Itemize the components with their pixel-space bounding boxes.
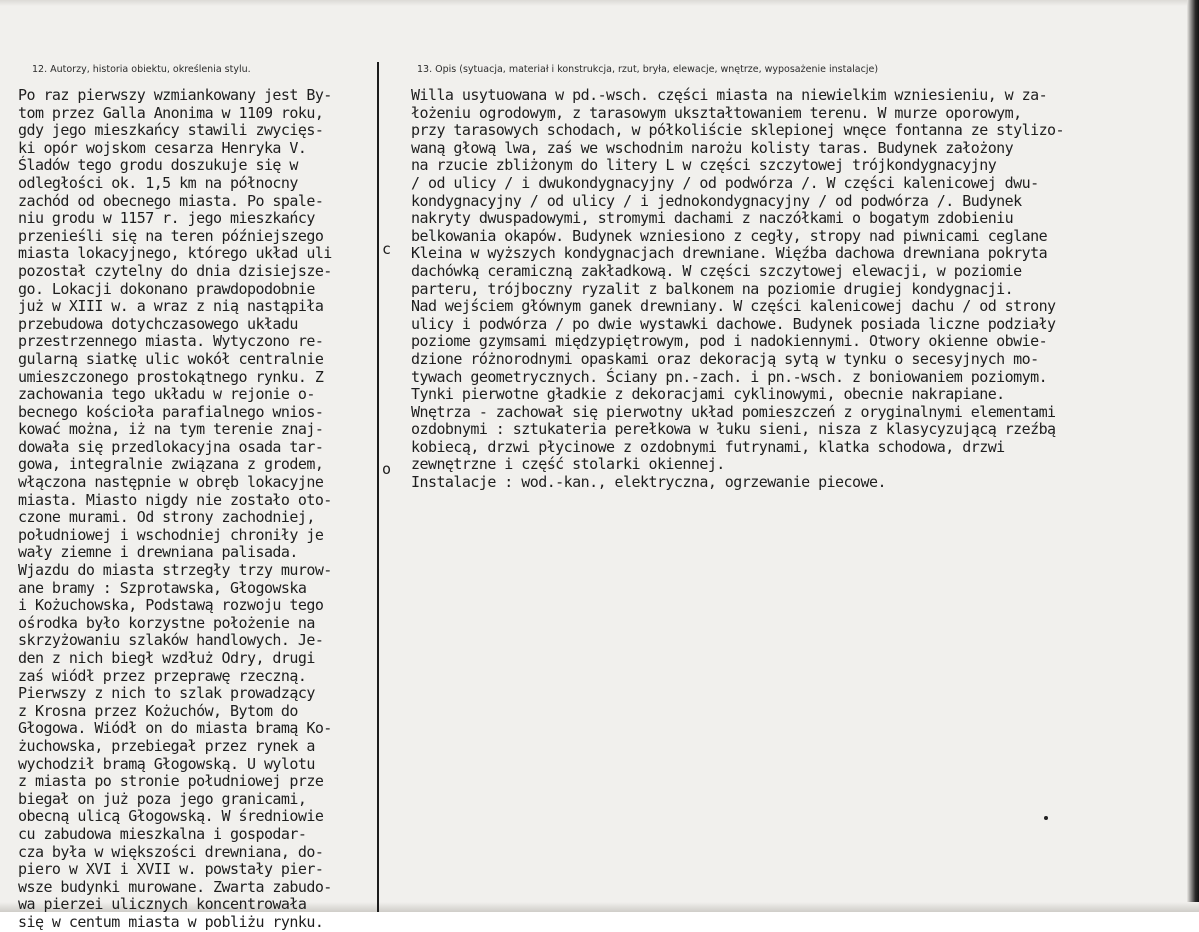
section-12-typed-text: Po raz pierwszy wzmiankowany jest By- tom przez Galla Anonima w 1109 roku, gdy jego mieszkańcy stawili zwycięs- ki opór wojskom cesarza Henryka V. Śladów tego grodu doszukuje się w odległości ok. 1,5 km na północny zachód od obecnego miasta. Po spale- niu grodu w 1157 r. jego mieszkańcy przenieśli się na teren późniejszego miasta lokacyjnego, którego układ uli pozostał czytelny do dnia dzisiejsze- go. Lokacji dokonano prawdopodobnie już w XIII w. a wraz z nią nastąpiła przebudowa dotychczasowego układu przestrzennego miasta. Wytyczono re- gularną siatkę ulic wokół centralnie umieszczonego prostokątnego rynku. Z zachowania tego układu w rejonie o- becnego kościoła parafialnego wnios- kować można, iż na tym terenie znaj- dowała się przedlokacyjna osada tar- gowa, integralnie związana z grodem, włączona następnie w obręb lokacyjne miasta. Miasto nigdy nie zostało oto- czone murami. Od strony zachodniej, południowej i wschodniej chroniły je wały ziemne i drewniana palisada. Wjazdu do miasta strzegły trzy murow- ane bramy : Szprotawska, Głogowska i Kożuchowska, Podstawą rozwoju tego ośrodka było korzystne położenie na skrzyżowaniu szlaków handlowych. Je- den z nich biegł wzdłuż Odry, drugi zaś wiódł przez przeprawę rzeczną. Pierwszy z nich to szlak prowadzący z Krosna przez Kożuchów, Bytom do Głogowa. Wiódł on do miasta bramą Ko- żuchowska, przebiegał przez rynek a wychodził bramą Głogowską. U wylotu z miasta po stronie południowej prze biegał on już poza jego granicami, obecną ulicą Głogowską. W średniowie cu zabudowa mieszkalna i gospodar- cza była w większości drewniana, do- piero w XVI i XVII w. powstały pier- wsze budynki murowane. Zwarta zabudo- wa pierzei ulicznych koncentrowała się w centum miasta w pobliżu rynku.	[18, 86, 332, 931]
section-12-header: 12. Autorzy, historia obiektu, określenia stylu.	[32, 64, 251, 75]
ink-speck	[1044, 816, 1048, 820]
section-13-typed-text: Willa usytuowana w pd.-wsch. części miasta na niewielkim wzniesieniu, w za- łożeniu ogrodowym, z tarasowym ukształtowaniem terenu. W murze oporowym, przy tarasowych schodach, w półkoliście sklepionej wnęce fontanna ze stylizo- waną głową lwa, zaś we wschodnim narożu kolisty taras. Budynek założony na rzucie zbliżonym do litery L w części szczytowej trójkondygnacyjny / od ulicy / i dwukondygnacyjny / od podwórza /. W części kalenicowej dwu- kondygnacyjny / od ulicy / i jednokondygnacyjny / od podwórza /. Budynek nakryty dwuspadowymi, stromymi dachami z naczółkami o bogatym zdobieniu belkowania okapów. Budynek wzniesiono z cegły, stropy nad piwnicami ceglane Kleina w wyższych kondygnacjach drewniane. Więźba dachowa drewniana pokryta dachówką ceramiczną zakładkową. W części szczytowej elewacji, w poziomie parteru, trójboczny ryzalit z balkonem na poziomie drugiej kondygnacji. Nad wejściem głównym ganek drewniany. W części kalenicowej dachu / od strony ulicy i podwórza / po dwie wystawki dachowe. Budynek posiada liczne podziały poziome gzymsami międzypiętrowym, pod i nadokiennymi. Otwory okienne obwie- dzione różnorodnymi opaskami oraz dekoracją sytą w tynku o secesyjnych mo- tywach geometrycznych. Ściany pn.-zach. i pn.-wsch. z boniowaniem poziomym. Tynki pierwotne gładkie z dekoracjami cyklinowymi, obecnie nakrapiane. Wnętrza - zachował się pierwotny układ pomieszczeń z oryginalnymi elementami ozdobnymi : sztukateria perełkowa w łuku sieni, nisza z klasycyzującą rzeźbą kobiecą, drzwi płycinowe z ozdobnymi futrynami, klatka schodowa, drzwi zewnętrzne i część stolarki okiennej. Instalacje : wod.-kan., elektryczna, ogrzewanie piecowe.	[411, 86, 1065, 492]
overtyped-letter-o: o	[382, 460, 392, 478]
section-13-header: 13. Opis (sytuacja, materiał i konstrukcja, rzut, bryła, elewacje, wnętrze, wyposażenie instalacje)	[417, 64, 879, 75]
column-divider-line	[377, 62, 379, 912]
scan-edge-right	[1187, 0, 1199, 912]
overtyped-letter-c: c	[382, 240, 392, 258]
scan-edge-top	[0, 0, 1199, 6]
